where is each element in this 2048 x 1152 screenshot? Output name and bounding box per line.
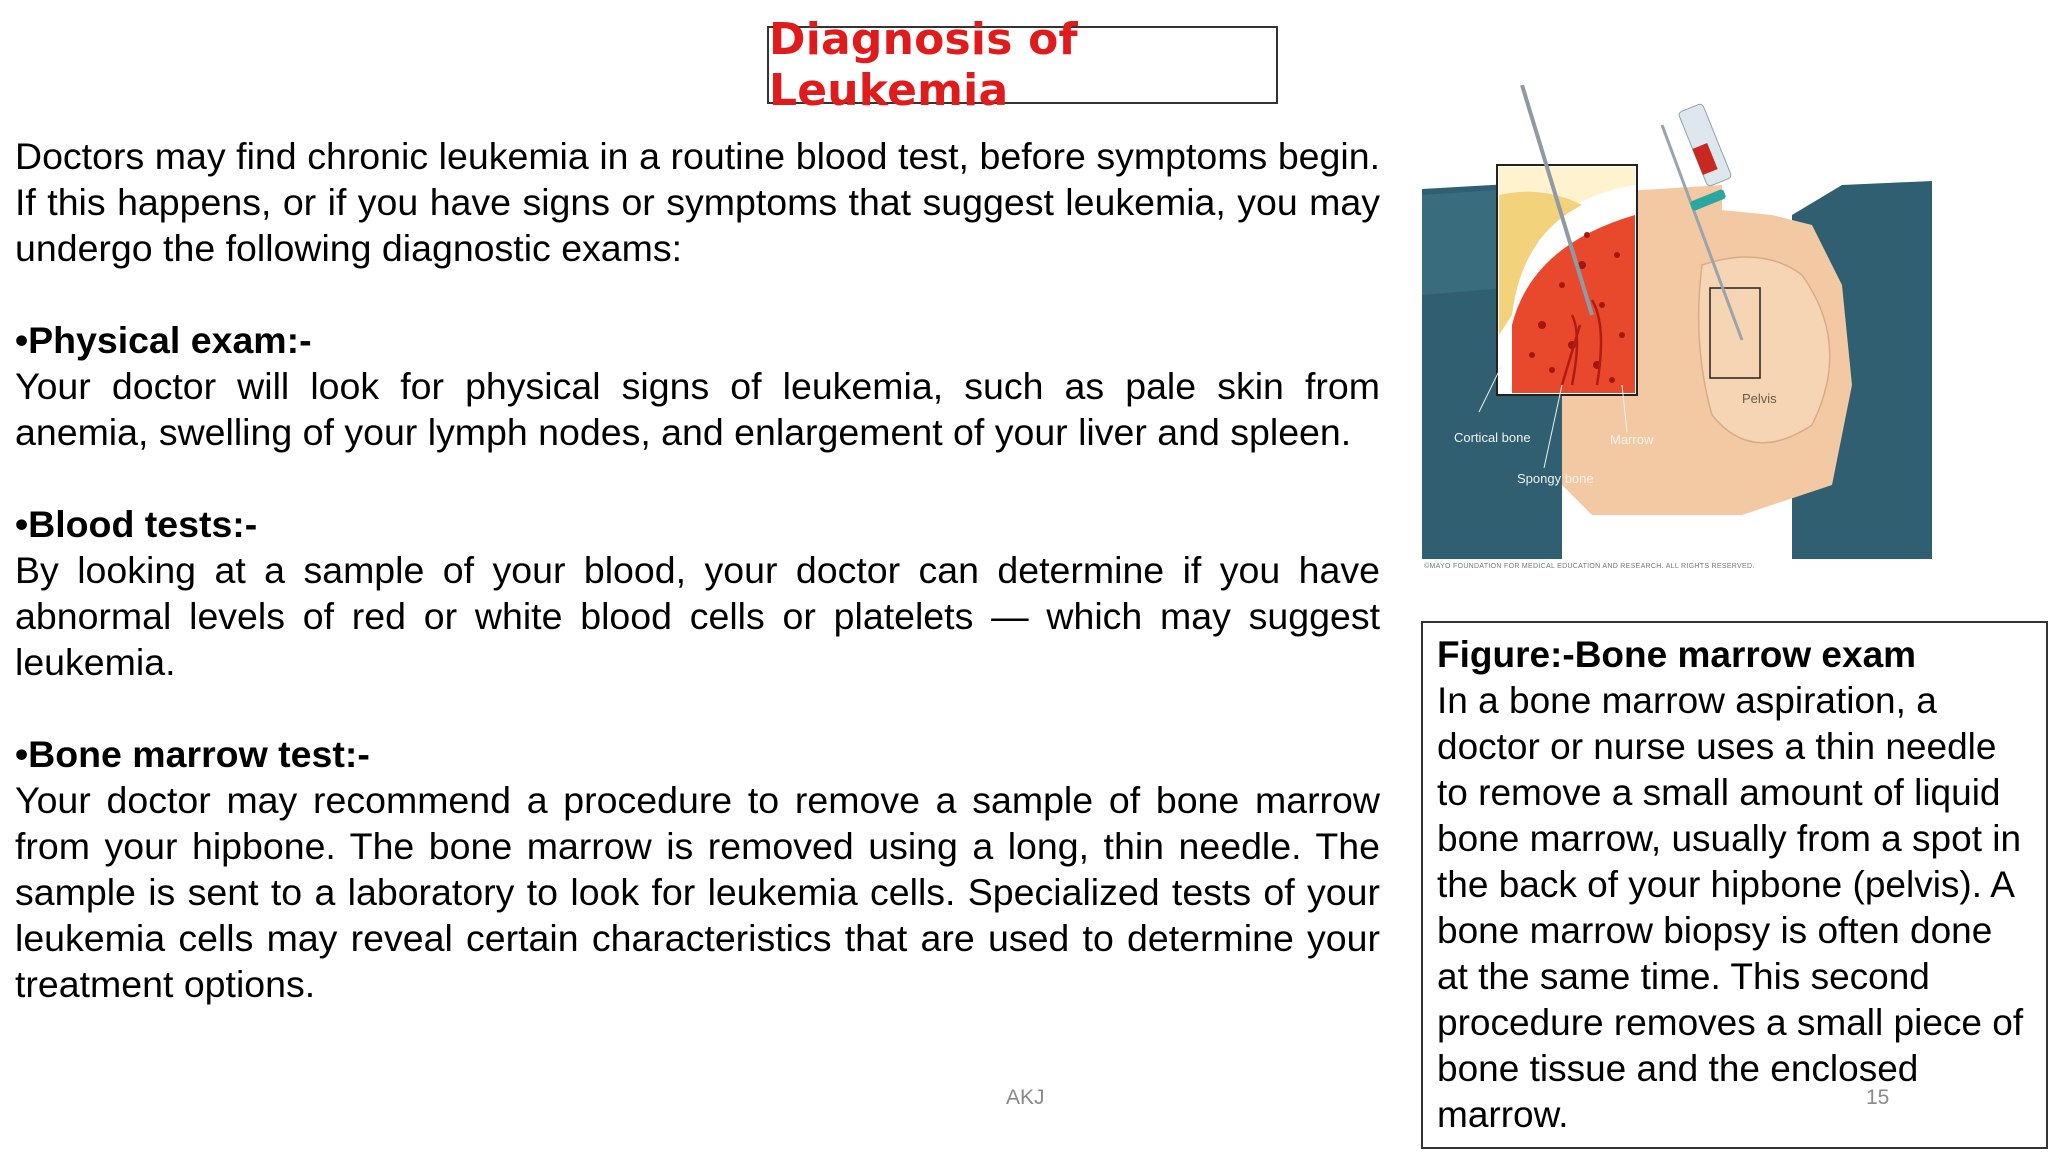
label-spongy-bone: Spongy bone <box>1517 471 1594 486</box>
label-pelvis: Pelvis <box>1742 391 1777 406</box>
physical-exam-heading: •Physical exam:- <box>15 319 312 361</box>
bone-marrow-test-text: Your doctor may recommend a procedure to remove a sample of bone marrow from your hipbone. The bone marrow is removed using a long, thin needle. The sample is sent to a laboratory to look for leukemia cells. Specialized tests of your leukemia cells may reveal certain characteristics that are used to determine your treatment options. <box>15 779 1380 1005</box>
footer-author: AKJ <box>1006 1086 1045 1109</box>
blood-tests-heading: •Blood tests:- <box>15 503 258 545</box>
intro-paragraph: Doctors may find chronic leukemia in a routine blood test, before symptoms begin. If this happens, or if you have signs or symptoms that suggest leukemia, you may undergo the following diagnostic exams: <box>15 135 1380 269</box>
label-cortical-bone: Cortical bone <box>1454 430 1531 445</box>
figure-caption-box <box>1421 621 2048 1149</box>
caption-heading: Figure:-Bone marrow exam <box>1437 634 1917 675</box>
page-number: 15 <box>1866 1086 1890 1109</box>
physical-exam-text: Your doctor will look for physical signs of leukemia, such as pale skin from anemia, swelling of your lymph nodes, and enlargement of your liver and spleen. <box>15 365 1380 453</box>
bone-marrow-test-heading: •Bone marrow test:- <box>15 733 370 775</box>
illustration-svg <box>1422 85 1932 559</box>
main-text <box>15 133 1380 1007</box>
bone-marrow-illustration <box>1422 85 1932 559</box>
title-box <box>767 14 1278 116</box>
slide-title: Diagnosis of Leukemia <box>769 14 1078 116</box>
blood-tests-text: By looking at a sample of your blood, your doctor can determine if you have abnormal levels of red or white blood cells or platelets — which may suggest leukemia. <box>15 549 1380 683</box>
label-marrow: Marrow <box>1610 432 1654 447</box>
figure-credit: ©MAYO FOUNDATION FOR MEDICAL EDUCATION AND RESEARCH. ALL RIGHTS RESERVED. <box>1424 563 1755 570</box>
caption-text: In a bone marrow aspiration, a doctor or nurse uses a thin needle to remove a small amount of liquid bone marrow, usually from a spot in the back of your hipbone (pelvis). A bone marrow biopsy is often done at the same time. This second procedure removes a small piece of bone tissue and the enclosed marrow. <box>1437 680 2024 1135</box>
